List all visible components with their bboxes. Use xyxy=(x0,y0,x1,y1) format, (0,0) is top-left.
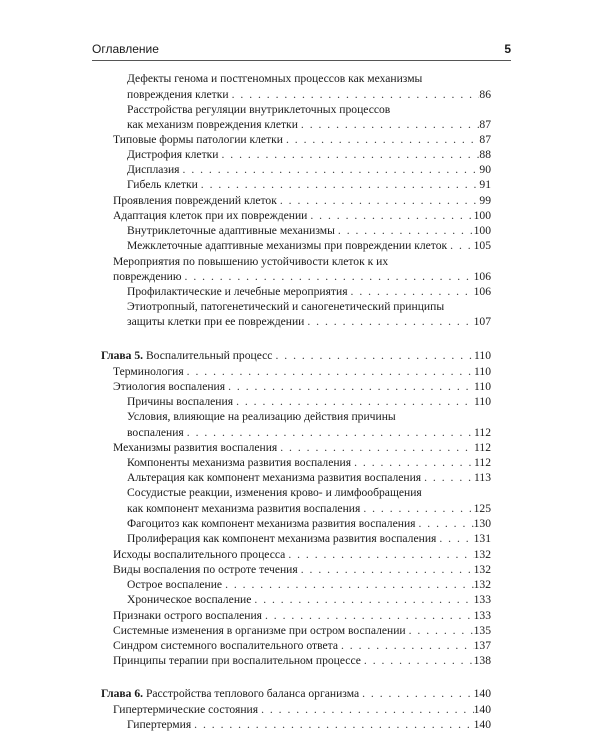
toc-entry-text: Компоненты механизма развития воспаления xyxy=(127,456,352,469)
toc-entry-text: повреждения клетки xyxy=(127,88,229,101)
dot-leader xyxy=(258,703,474,716)
toc-entry-page: 110 xyxy=(474,380,491,393)
toc-entry[interactable] xyxy=(0,103,600,133)
toc-entry-page: 138 xyxy=(473,654,491,667)
toc-entry-text: Принципы терапии при воспалительном процессе xyxy=(113,654,361,667)
toc-entry[interactable] xyxy=(0,563,600,578)
dot-leader xyxy=(184,426,474,439)
toc-entry[interactable] xyxy=(0,255,600,285)
toc-entry-page: 131 xyxy=(473,532,491,545)
toc-entry[interactable] xyxy=(0,517,600,532)
toc-entry[interactable] xyxy=(0,148,600,163)
toc-entry[interactable] xyxy=(0,224,600,239)
toc-entry-text: Хроническое воспаление xyxy=(127,593,252,606)
toc-entry-page: 112 xyxy=(474,456,491,469)
chapter-label: Глава 5. xyxy=(101,349,144,362)
toc-entry-text: Механизмы развития воспаления xyxy=(113,441,278,454)
toc-entry-text: Межклеточные адаптивные механизмы при повреждении клеток xyxy=(127,239,448,252)
toc-entry[interactable] xyxy=(0,654,600,687)
toc-entry-text: Причины воспаления xyxy=(127,395,234,408)
toc-entry[interactable] xyxy=(0,239,600,255)
dot-leader xyxy=(262,609,474,622)
toc-entry[interactable] xyxy=(0,380,600,395)
toc-entry[interactable] xyxy=(0,441,600,456)
toc-entry-page: 133 xyxy=(473,593,491,606)
dot-leader xyxy=(277,441,474,454)
toc-entry[interactable] xyxy=(0,209,600,224)
toc-entry-page: 88 xyxy=(479,148,491,161)
toc-entry-text: Фагоцитоз как компонент механизма развития воспаления xyxy=(127,517,416,530)
toc-entry-text-line1: Дефекты генома и постгеномных процессов как механизмы xyxy=(127,72,423,85)
dot-leader xyxy=(298,563,474,576)
dot-leader xyxy=(191,718,473,731)
dot-leader xyxy=(360,502,473,515)
toc-entry-page: 107 xyxy=(473,315,491,328)
toc-entry-text: Гипертермия xyxy=(127,718,192,731)
toc-entry-text: Воспалительный процесс xyxy=(145,349,273,362)
dot-leader xyxy=(283,133,479,146)
dot-leader xyxy=(285,548,473,561)
toc-entry[interactable] xyxy=(0,194,600,209)
toc-entry-page: 106 xyxy=(473,285,491,298)
toc-entry-page: 106 xyxy=(473,270,491,283)
dot-leader xyxy=(335,224,474,237)
toc-entry-page: 130 xyxy=(473,517,491,530)
chapter-label: Глава 6. xyxy=(101,687,144,700)
toc-entry[interactable] xyxy=(0,133,600,148)
toc-entry-page: 91 xyxy=(479,178,491,191)
toc-entry[interactable] xyxy=(0,639,600,654)
toc-entry-page: 132 xyxy=(473,578,491,591)
toc-entry-text: Расстройства теплового баланса организма xyxy=(145,687,360,700)
toc-entry[interactable] xyxy=(0,486,600,517)
dot-leader xyxy=(361,654,474,667)
dot-leader xyxy=(198,178,480,191)
toc-entry-text: Дистрофия клетки xyxy=(127,148,219,161)
toc-entry-text: Острое воспаление xyxy=(127,578,223,591)
toc-entry-page: 132 xyxy=(473,548,491,561)
toc-entry-page: 113 xyxy=(474,471,491,484)
dot-leader xyxy=(251,593,473,606)
toc-entry-text: как механизм повреждения клетки xyxy=(127,118,298,131)
toc-entry-page: 140 xyxy=(473,718,491,731)
toc-entry-text: Виды воспаления по остроте течения xyxy=(113,563,298,576)
toc-entry-text: Гибель клетки xyxy=(127,178,198,191)
toc-entry[interactable] xyxy=(0,178,600,194)
header-page-number: 5 xyxy=(504,42,511,56)
dot-leader xyxy=(222,578,474,591)
toc-entry-text: Внутриклеточные адаптивные механизмы xyxy=(127,224,335,237)
toc-entry[interactable] xyxy=(0,72,600,103)
toc-entry-text-line1: Условия, влияющие на реализацию действия причины xyxy=(127,410,396,423)
toc-entry-text: Гипертермические состояния xyxy=(113,703,259,716)
dot-leader xyxy=(229,88,480,101)
toc-entry[interactable] xyxy=(0,593,600,609)
toc-entry-page: 90 xyxy=(479,163,491,176)
toc-entry-text: Системные изменения в организме при остром воспалении xyxy=(113,624,406,637)
toc-entry-page: 87 xyxy=(479,133,491,146)
header-title: Оглавление xyxy=(92,42,159,56)
toc-entry-text-line1: Мероприятия по повышению устойчивости клеток к их xyxy=(113,255,389,268)
dot-leader xyxy=(218,148,479,161)
dot-leader xyxy=(421,471,474,484)
toc-entry[interactable] xyxy=(0,456,600,471)
toc-entry-text: Профилактические и лечебные мероприятия xyxy=(127,285,348,298)
toc-entry-page: 140 xyxy=(473,687,491,700)
dot-leader xyxy=(415,517,473,530)
toc-entry-text: Альтерация как компонент механизма развития воспаления xyxy=(127,471,422,484)
toc-entry-page: 132 xyxy=(473,563,491,576)
toc-entry-text: Пролиферация как компонент механизма развития воспаления xyxy=(127,532,437,545)
toc-entry-text: Признаки острого воспаления xyxy=(113,609,262,622)
toc-entry-text-line1: Расстройства регуляции внутриклеточных процессов xyxy=(127,103,391,116)
toc-entry[interactable] xyxy=(0,365,600,380)
dot-leader xyxy=(277,194,480,207)
running-header xyxy=(92,42,511,62)
toc-entry-text: Типовые формы патологии клетки xyxy=(113,133,283,146)
toc-entry-text: Адаптация клеток при их повреждении xyxy=(113,209,308,222)
toc-entry-text: Дисплазия xyxy=(127,163,180,176)
toc-entry-page: 112 xyxy=(474,441,491,454)
toc-entry-page: 140 xyxy=(473,703,491,716)
dot-leader xyxy=(447,239,473,252)
dot-leader xyxy=(338,639,474,652)
toc-entry-text: как компонент механизма развития воспаления xyxy=(127,502,361,515)
toc-entry[interactable] xyxy=(0,548,600,563)
toc-entry-text: защиты клетки при ее повреждении xyxy=(127,315,305,328)
toc-entry-page: 87 xyxy=(479,118,491,131)
dot-leader xyxy=(180,163,480,176)
toc-entry[interactable] xyxy=(0,578,600,593)
dot-leader xyxy=(406,624,474,637)
toc-entry[interactable] xyxy=(0,624,600,639)
header-rule xyxy=(92,60,511,61)
toc-entry-page: 112 xyxy=(474,426,491,439)
dot-leader xyxy=(272,349,474,362)
toc-entry-page: 135 xyxy=(473,624,491,637)
toc-entry-text: Проявления повреждений клеток xyxy=(113,194,277,207)
toc-entry[interactable] xyxy=(0,300,600,349)
toc-entry[interactable] xyxy=(0,532,600,548)
toc-entry-text-line1: Этиотропный, патогенетический и саногенетический принципы xyxy=(127,300,445,313)
toc-entry-page: 125 xyxy=(473,502,491,515)
dot-leader xyxy=(307,209,473,222)
dot-leader xyxy=(184,365,474,378)
toc-entry-page: 86 xyxy=(479,88,491,101)
toc-entry-text-line1: Сосудистые реакции, изменения крово- и лимфообращения xyxy=(127,486,422,499)
toc-entry[interactable] xyxy=(0,395,600,410)
toc-entry-text: воспаления xyxy=(127,426,184,439)
dot-leader xyxy=(436,532,473,545)
dot-leader xyxy=(298,118,480,131)
toc-entry-page: 110 xyxy=(474,349,491,362)
dot-leader xyxy=(359,687,474,700)
toc-entry-text: повреждению xyxy=(113,270,182,283)
toc-entry[interactable] xyxy=(0,609,600,624)
toc-entry-page: 100 xyxy=(473,209,491,222)
toc-entry-text: Синдром системного воспалительного ответа xyxy=(113,639,338,652)
toc-entry-page: 99 xyxy=(479,194,491,207)
toc-entry-page: 137 xyxy=(473,639,491,652)
toc-entry-text: Терминология xyxy=(113,365,184,378)
dot-leader xyxy=(348,285,474,298)
toc-entry[interactable] xyxy=(0,471,600,486)
toc-chapter-entry[interactable] xyxy=(0,687,600,703)
toc-entry-text: Этиология воспаления xyxy=(113,380,226,393)
table-of-contents xyxy=(0,72,600,733)
dot-leader xyxy=(304,315,473,328)
dot-leader xyxy=(182,270,474,283)
toc-chapter-entry[interactable] xyxy=(0,349,600,365)
toc-entry[interactable] xyxy=(0,285,600,300)
toc-entry[interactable] xyxy=(0,410,600,441)
toc-entry[interactable] xyxy=(0,703,600,718)
toc-entry-page: 100 xyxy=(473,224,491,237)
toc-entry-page: 110 xyxy=(474,365,491,378)
toc-entry-page: 110 xyxy=(474,395,491,408)
dot-leader xyxy=(225,380,474,393)
toc-entry-text: Исходы воспалительного процесса xyxy=(113,548,286,561)
toc-entry-page: 133 xyxy=(473,609,491,622)
toc-entry-page: 105 xyxy=(473,239,491,252)
dot-leader xyxy=(351,456,474,469)
dot-leader xyxy=(233,395,474,408)
toc-entry[interactable] xyxy=(0,163,600,178)
toc-entry[interactable] xyxy=(0,718,600,733)
